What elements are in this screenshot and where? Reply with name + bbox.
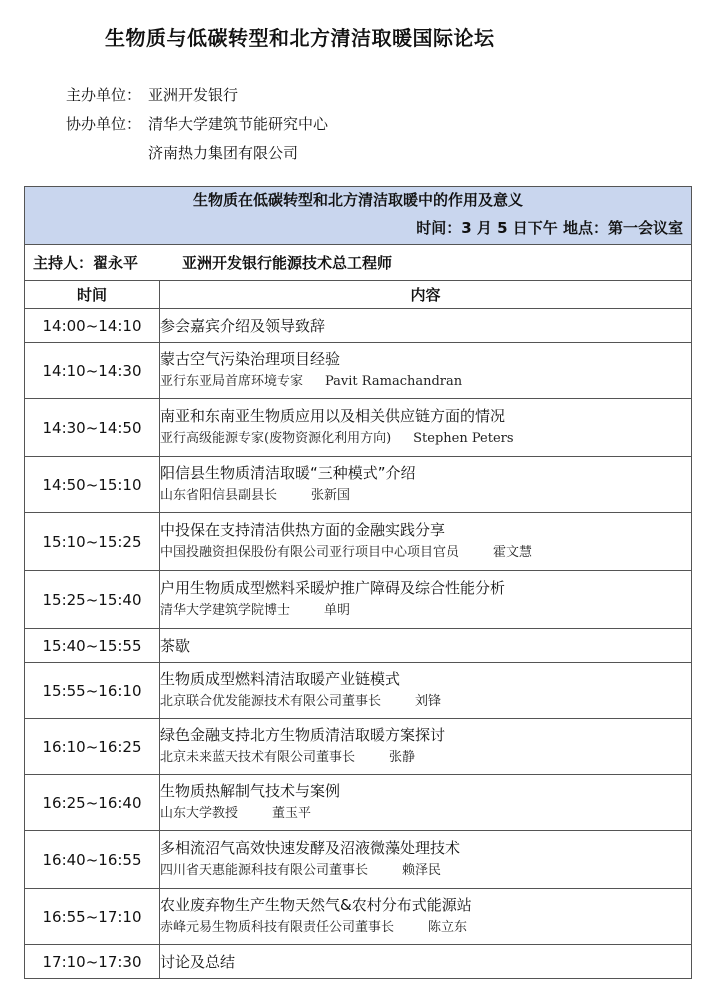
- column-header-time: 时间: [25, 281, 160, 309]
- speaker-name: 陈立东: [428, 920, 468, 935]
- row-time: 14:30~14:50: [25, 399, 160, 457]
- co-organizer-1: 清华大学建筑节能研究中心: [148, 115, 329, 133]
- row-topic: 讨论及总结: [160, 952, 236, 971]
- row-topic: 户用生物质成型燃料采暖炉推广障碍及综合性能分析: [160, 579, 506, 597]
- row-content: [160, 457, 692, 513]
- table-row: [25, 571, 692, 629]
- row-speaker: [160, 372, 691, 392]
- row-content: [160, 343, 692, 399]
- session-header: [25, 187, 692, 245]
- row-speaker: [160, 918, 691, 938]
- row-time: 14:00~14:10: [25, 309, 160, 343]
- table-row: [25, 309, 692, 343]
- moderator-title: 亚洲开发银行能源技术总工程师: [182, 254, 393, 272]
- host-name: 亚洲开发银行: [148, 86, 239, 104]
- row-time: 15:25~15:40: [25, 571, 160, 629]
- table-row: [25, 889, 692, 945]
- row-content: [160, 889, 692, 945]
- row-speaker: [160, 486, 691, 506]
- column-header-content: 内容: [160, 281, 692, 309]
- speaker-title: 四川省天惠能源科技有限公司董事长: [160, 863, 369, 878]
- table-row: [25, 457, 692, 513]
- table-row: [25, 945, 692, 979]
- row-content: [160, 719, 692, 775]
- row-time: 16:10~16:25: [25, 719, 160, 775]
- table-row: [25, 513, 692, 571]
- row-time: 16:55~17:10: [25, 889, 160, 945]
- row-speaker: [160, 804, 691, 824]
- speaker-title: 赤峰元易生物质科技有限责任公司董事长: [160, 920, 395, 935]
- row-time: 14:50~15:10: [25, 457, 160, 513]
- speaker-title: 清华大学建筑学院博士: [160, 603, 291, 618]
- row-topic: 南亚和东南亚生物质应用以及相关供应链方面的情况: [160, 407, 506, 425]
- table-row: [25, 663, 692, 719]
- speaker-name: 董玉平: [272, 806, 312, 821]
- schedule-table: [24, 186, 692, 979]
- row-topic: 参会嘉宾介绍及领导致辞: [160, 316, 326, 335]
- speaker-name: Pavit Ramachandran: [325, 374, 463, 389]
- row-content: [160, 571, 692, 629]
- speaker-name: 刘锋: [415, 694, 442, 709]
- co-organizer-2-name: 济南热力集团有限公司: [148, 144, 299, 162]
- row-speaker: [160, 748, 691, 768]
- speaker-title: 山东大学教授: [160, 806, 239, 821]
- row-content: [160, 775, 692, 831]
- row-speaker: [160, 861, 691, 881]
- row-content: [160, 831, 692, 889]
- speaker-title: 中国投融资担保股份有限公司亚行项目中心项目官员: [160, 545, 460, 560]
- row-topic: 生物质成型燃料清洁取暖产业链模式: [160, 670, 401, 688]
- row-speaker: [160, 601, 691, 621]
- speaker-name: 单明: [324, 603, 351, 618]
- table-row: [25, 629, 692, 663]
- speaker-name: 霍文慧: [493, 545, 533, 560]
- moderator-row: [25, 245, 692, 281]
- row-topic: 生物质热解制气技术与案例: [160, 782, 341, 800]
- row-content: [160, 309, 692, 343]
- speaker-name: 张静: [389, 750, 416, 765]
- row-topic: 阳信县生物质清洁取暖“三种模式”介绍: [160, 464, 416, 482]
- row-content: [160, 513, 692, 571]
- speaker-name: 赖泽民: [402, 863, 442, 878]
- row-time: 16:25~16:40: [25, 775, 160, 831]
- table-row: [25, 719, 692, 775]
- table-row: [25, 399, 692, 457]
- row-topic: 农业废弃物生产生物天然气&农村分布式能源站: [160, 896, 472, 914]
- page-title: 生物质与低碳转型和北方清洁取暖国际论坛: [105, 26, 495, 50]
- row-topic: 中投保在支持清洁供热方面的金融实践分享: [160, 521, 446, 539]
- co-label: 协办单位：: [66, 115, 142, 133]
- speaker-name: 张新国: [311, 488, 351, 503]
- row-speaker: [160, 429, 691, 449]
- speaker-title: 山东省阳信县副县长: [160, 488, 278, 503]
- co-organizer-2: [148, 142, 298, 163]
- row-time: 14:10~14:30: [25, 343, 160, 399]
- speaker-title: 北京未来蓝天技术有限公司董事长: [160, 750, 356, 765]
- column-header-row: [25, 281, 692, 309]
- host-organizer: [66, 84, 238, 105]
- host-label: 主办单位：: [66, 86, 142, 104]
- row-topic: 多相流沼气高效快速发酵及沼液微藻处理技术: [160, 839, 461, 857]
- row-time: 15:55~16:10: [25, 663, 160, 719]
- row-time: 15:10~15:25: [25, 513, 160, 571]
- row-content: [160, 629, 692, 663]
- row-content: [160, 663, 692, 719]
- speaker-title: 北京联合优发能源技术有限公司董事长: [160, 694, 382, 709]
- row-topic: 绿色金融支持北方生物质清洁取暖方案探讨: [160, 726, 446, 744]
- moderator-name: 主持人：翟永平: [33, 254, 139, 272]
- table-row: [25, 831, 692, 889]
- row-speaker: [160, 543, 691, 563]
- row-time: 16:40~16:55: [25, 831, 160, 889]
- table-row: [25, 343, 692, 399]
- speaker-title: 亚行高级能源专家(废物资源化利用方向): [160, 431, 392, 446]
- row-content: [160, 399, 692, 457]
- speaker-title: 亚行东亚局首席环境专家: [160, 374, 304, 389]
- row-topic: 茶歇: [160, 636, 191, 655]
- session-title: 生物质在低碳转型和北方清洁取暖中的作用及意义: [193, 191, 524, 209]
- session-time-place: 时间：3 月 5 日下午 地点：第一会议室: [416, 219, 684, 237]
- row-time: 17:10~17:30: [25, 945, 160, 979]
- row-content: [160, 945, 692, 979]
- row-time: 15:40~15:55: [25, 629, 160, 663]
- row-speaker: [160, 692, 691, 712]
- row-topic: 蒙古空气污染治理项目经验: [160, 350, 341, 368]
- table-row: [25, 775, 692, 831]
- co-organizer: [66, 113, 328, 134]
- speaker-name: Stephen Peters: [413, 431, 514, 446]
